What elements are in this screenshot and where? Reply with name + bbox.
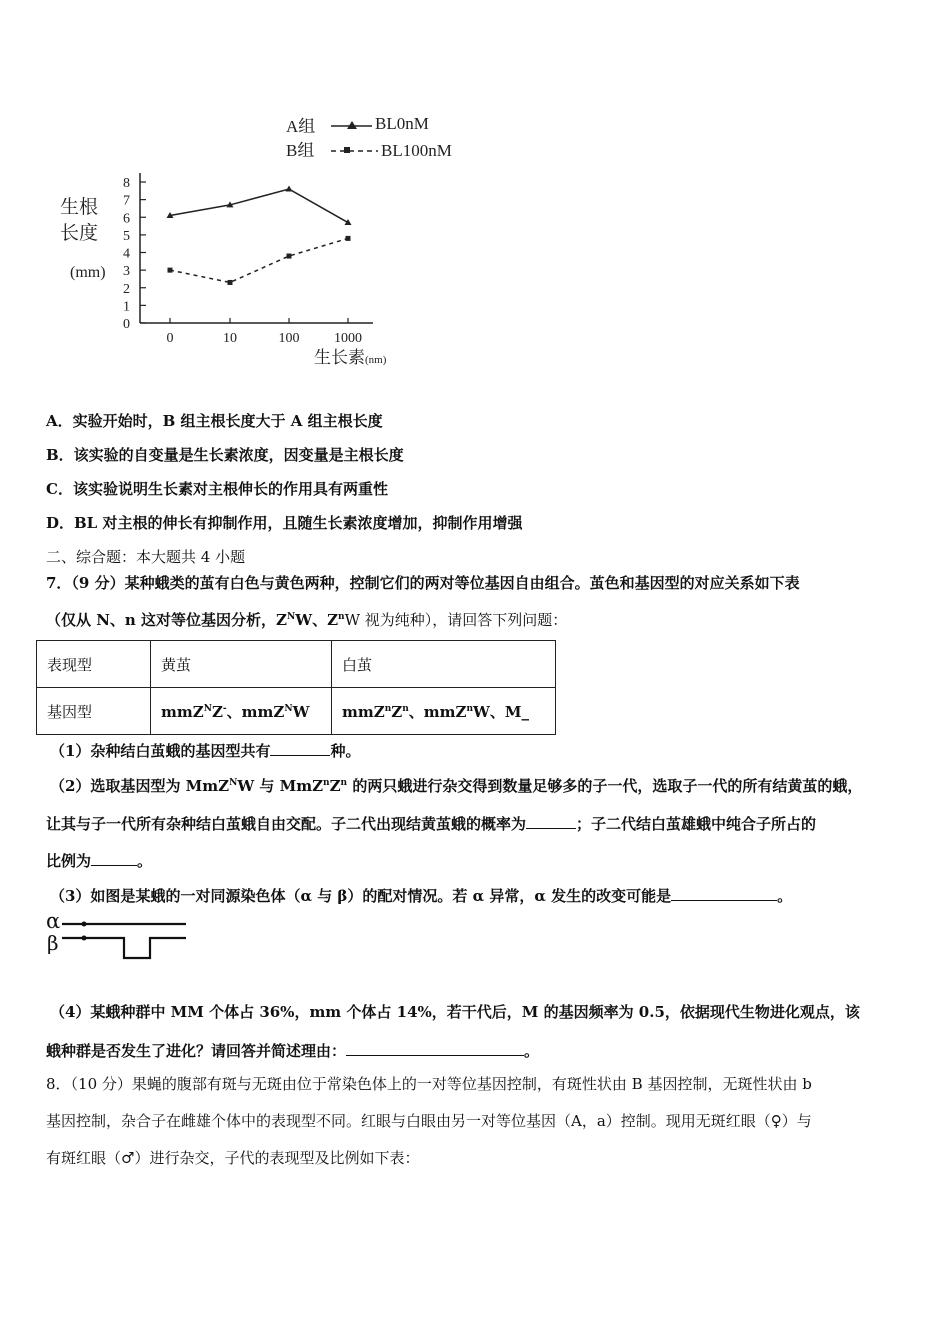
y-tick-label: 2 [123,281,130,297]
data-point-BL0nM [286,186,293,192]
beta-chromosome-loop [62,938,186,958]
answer-blank[interactable] [526,814,576,829]
data-point-BL0nM [345,219,352,225]
x-axis-label-unit: (nm) [365,354,387,366]
q7-note-sup2: n [338,612,345,622]
option-c: C．该实验说明生长素对主根伸长的作用具有两重性 [46,480,388,498]
answer-blank[interactable] [270,741,330,756]
x-axis-label-text: 生长素 [314,348,365,367]
y-tick-label: 0 [123,317,130,332]
option-a: A．实验开始时，B 组主根长度大于 A 组主根长度 [46,412,383,430]
q7-part1: （1）杂种结白茧蛾的基因型共有 种。 [50,742,361,760]
x-axis-label [314,348,387,367]
q7-part4-line1: （4）某蛾种群中 MM 个体占 36%，mm 个体占 14%，若干代后，M 的基因频率为 0.5，依据现代生物进化观点，该 [50,1003,860,1021]
row1-label: 表现型 [37,641,151,688]
alpha-label: α [46,910,61,933]
legend-marker-b [344,147,350,153]
y-axis-label-line3: (mm) [70,264,106,281]
q7-note [46,609,567,630]
series-line-BL0nM [170,189,348,222]
data-point-BL100nM [228,280,233,285]
table-row [37,641,556,688]
beta-centromere [82,936,87,941]
y-tick-label: 5 [123,228,130,244]
white-genotypes: $mmZ^nZ^n$、mmZ$^n$W、M_ [332,688,556,735]
y-tick-label: 3 [123,264,130,280]
table-row [37,688,556,735]
x-tick-label: 10 [223,331,237,346]
q8-line1: 8．（10 分）果蝇的腹部有斑与无斑由位于常染色体上的一对等位基因控制，有斑性状由 B 基因控制，无斑性状由 b [46,1075,812,1093]
series-line-BL100nM [170,238,348,282]
col-white-head: 白茧 [332,641,556,688]
q7-note-a: （仅从 N、n 这对等位基因分析，Z [46,611,288,629]
y-tick-label: 4 [123,246,130,262]
y-tick-label: 6 [123,211,130,227]
q7-part2-line2: 让其与子一代所有杂种结白茧蛾自由交配。子二代出现结黄茧蛾的概率为 ；子二代结白茧雄蛾中纯合子所占的 [46,815,817,833]
y-tick-label: 8 [123,176,130,191]
q8-line2: 基因控制，杂合子在雌雄个体中的表现型不同。红眼与白眼由另一对等位基因（A，a）控制。现用无斑红眼（♀）与 [46,1112,812,1130]
q7-part4-line2: 蛾种群是否发生了进化？请回答并简述理由： 。 [46,1042,540,1060]
q7-part3: （3）如图是某蛾的一对同源染色体（α 与 β）的配对情况。若 α 异常，α 发生的改变可能是 。 [50,887,793,905]
x-tick-label: 1000 [334,331,362,346]
q7-part2-line1: （2）选取基因型为 MmZ$^N$W 与 $MmZ^nZ^n$ 的两只蛾进行杂交得到数量足够多的子一代，选取子一代的所有结黄茧的蛾， [50,777,863,795]
y-axis-label-line1: 生根 [60,197,99,218]
y-axis-label-line2: 长度 [60,223,99,244]
option-d: D．BL 对主根的伸长有抑制作用，且随生长素浓度增加，抑制作用增强 [46,514,523,532]
chromosome-pairing-figure [44,910,194,966]
root-length-chart [48,105,488,375]
answer-blank[interactable] [671,886,777,901]
option-b: B．该实验的自变量是生长素浓度，因变量是主根长度 [46,446,404,464]
x-tick-label: 0 [166,331,174,346]
chart-legend [286,114,452,160]
q8-line3: 有斑红眼（♂）进行杂交，子代的表现型及比例如下表： [46,1149,420,1167]
legend-series-b: BL100nM [381,141,452,160]
y-tick-label: 7 [123,193,130,209]
legend-series-a: BL0nM [375,114,429,133]
x-tick-label: 100 [278,331,300,346]
yellow-genotypes: mmZ$^N$Z-、mmZ$^N$W [151,688,332,735]
row2-label: 基因型 [37,688,151,735]
q7-head: 7．（9 分）某种蛾类的茧有白色与黄色两种，控制它们的两对等位基因自由组合。茧色和基因型的对应关系如下表 [46,574,800,592]
q7-note-c: W 视为纯种），请回答下列问题： [344,611,568,629]
data-point-BL100nM [287,254,292,259]
section-title: 二、综合题：本大题共 4 小题 [46,548,246,566]
legend-marker-a [347,121,357,129]
q7-note-b: W、Z [295,611,339,629]
q7-part2-line3: 比例为 。 [46,852,153,870]
legend-group-a: A组 [286,117,316,136]
genotype-table [36,640,556,735]
answer-blank[interactable] [346,1041,524,1056]
data-point-BL100nM [346,236,351,241]
alpha-centromere [82,922,87,927]
y-tick-label: 1 [123,299,130,315]
legend-group-b: B组 [286,141,315,160]
answer-blank[interactable] [91,851,137,866]
q7-note-sup1: N [287,612,296,622]
data-point-BL100nM [168,268,173,273]
col-yellow-head: 黄茧 [151,641,332,688]
beta-label: β [47,931,59,955]
